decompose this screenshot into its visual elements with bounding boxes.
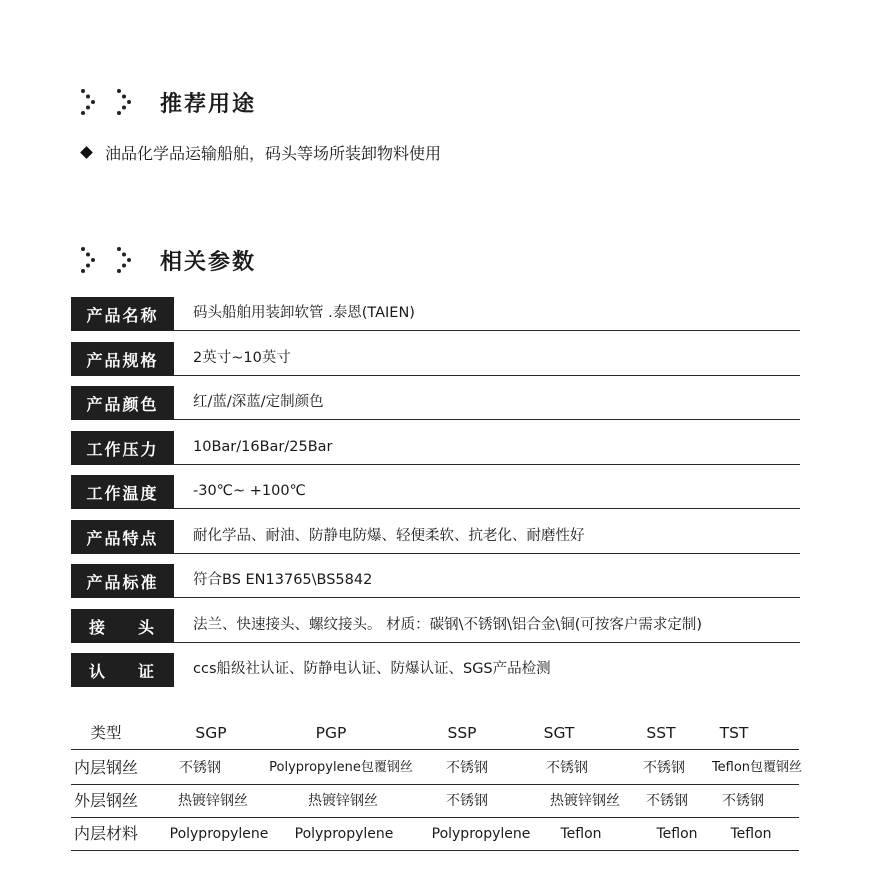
- table-header-row: [71, 718, 799, 750]
- divider: [71, 784, 799, 786]
- param-label: 产品名称: [71, 297, 174, 331]
- param-row-certification: [71, 653, 800, 687]
- param-label: 产品规格: [71, 342, 174, 376]
- param-value: 2英寸~10英寸: [193, 350, 291, 366]
- table-row: [71, 786, 799, 818]
- param-label: [71, 653, 174, 687]
- table-header-cell: SGP: [195, 724, 227, 742]
- divider: [174, 642, 800, 644]
- table-cell: Teflon: [656, 826, 698, 842]
- divider: [174, 508, 800, 510]
- param-value: 红/蓝/深蓝/定制颜色: [193, 394, 324, 410]
- double-chevron-icon: [116, 87, 138, 117]
- param-row-temperature: [71, 475, 800, 509]
- table-row-label: 内层钢丝: [74, 758, 139, 777]
- table-row-label: 外层钢丝: [74, 791, 139, 810]
- divider: [71, 850, 799, 852]
- table-header-cell: SGT: [543, 724, 575, 742]
- param-label-char: 证: [137, 661, 156, 681]
- table-header-cell: 类型: [90, 724, 122, 742]
- param-value: 码头船舶用装卸软管 .泰恩(TAIEN): [193, 305, 415, 321]
- table-cell: 不锈钢: [646, 793, 688, 809]
- param-label: [71, 609, 174, 643]
- table-cell: 不锈钢: [446, 760, 488, 776]
- divider: [174, 375, 800, 377]
- table-cell: 不锈钢: [446, 793, 488, 809]
- usage-bullet: [80, 141, 441, 164]
- param-row-coupling: [71, 609, 800, 643]
- param-row-color: [71, 386, 800, 420]
- table-cell: Teflon: [560, 826, 602, 842]
- table-row-label: 内层材料: [74, 824, 139, 843]
- param-label: 工作温度: [71, 475, 174, 509]
- param-label: 产品特点: [71, 520, 174, 554]
- table-header-cell: PGP: [315, 724, 347, 742]
- section-title: 推荐用途: [160, 91, 257, 117]
- param-label-char: 接: [89, 617, 108, 637]
- table-header-cell: SST: [646, 724, 676, 742]
- divider: [71, 817, 799, 819]
- param-label-char: 认: [89, 661, 108, 681]
- table-cell: Teflon: [730, 826, 772, 842]
- param-row-name: [71, 297, 800, 331]
- divider: [174, 419, 800, 421]
- param-label-char: 头: [137, 617, 156, 637]
- double-chevron-icon: [80, 245, 102, 275]
- table-cell: 不锈钢: [179, 760, 221, 776]
- param-label: 产品颜色: [71, 386, 174, 420]
- double-chevron-icon: [80, 87, 102, 117]
- param-row-spec: [71, 342, 800, 376]
- table-cell: 不锈钢: [643, 760, 685, 776]
- param-row-pressure: [71, 431, 800, 465]
- table-cell: 热镀锌钢丝: [178, 793, 248, 809]
- table-cell: Polypropylene: [169, 826, 269, 842]
- usage-text: 油品化学品运输船舶，码头等场所装卸物料使用: [105, 144, 442, 163]
- double-chevron-icon: [116, 245, 138, 275]
- table-cell: 不锈钢: [546, 760, 588, 776]
- param-label: 产品标准: [71, 564, 174, 598]
- param-value: -30℃~ +100℃: [193, 483, 306, 499]
- param-value: ccs船级社认证、防静电认证、防爆认证、SGS产品检测: [193, 661, 551, 677]
- param-value: 耐化学品、耐油、防静电防爆、轻便柔软、抗老化、耐磨性好: [193, 528, 585, 544]
- table-header-cell: SSP: [447, 724, 477, 742]
- table-cell: Polypropylene: [431, 826, 531, 842]
- param-label: 工作压力: [71, 431, 174, 465]
- param-row-standard: [71, 564, 800, 598]
- param-value: 符合BS EN13765\BS5842: [193, 572, 373, 588]
- divider: [174, 553, 800, 555]
- table-cell: Polypropylene: [294, 826, 394, 842]
- divider: [174, 597, 800, 599]
- table-row: [71, 819, 799, 851]
- table-header-cell: TST: [719, 724, 749, 742]
- table-row: [71, 753, 803, 785]
- divider: [174, 330, 800, 332]
- param-row-features: [71, 520, 800, 554]
- param-value: 10Bar/16Bar/25Bar: [193, 439, 333, 455]
- divider: [71, 749, 799, 751]
- table-cell: Polypropylene包覆钢丝: [269, 760, 413, 775]
- section-title: 相关参数: [160, 249, 257, 275]
- usage-section-header: [80, 82, 256, 122]
- table-cell: 不锈钢: [722, 793, 764, 809]
- params-section-header: [80, 240, 256, 280]
- diamond-bullet-icon: [80, 146, 93, 159]
- table-cell: 热镀锌钢丝: [308, 793, 378, 809]
- table-cell: 热镀锌钢丝: [550, 793, 620, 809]
- param-value: 法兰、快速接头、螺纹接头。 材质：碳钢\不锈钢\铝合金\铜(可按客户需求定制): [193, 617, 703, 633]
- divider: [174, 464, 800, 466]
- table-cell: Teflon包覆钢丝: [711, 760, 803, 775]
